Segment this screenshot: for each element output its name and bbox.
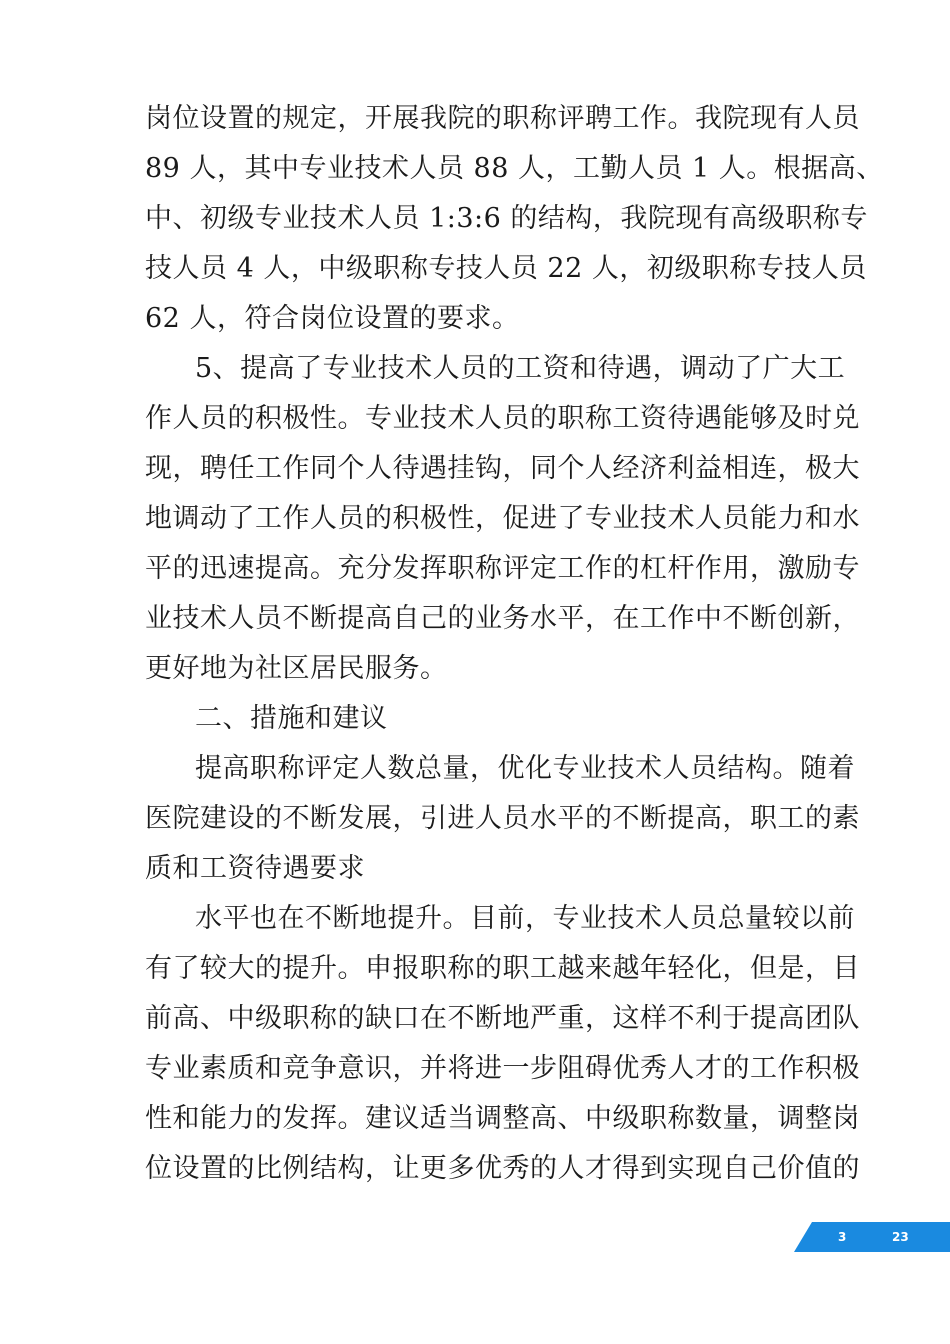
text-line: 作人员的积极性。专业技术人员的职称工资待遇能够及时兑 — [145, 403, 860, 434]
text-line: 62 人，符合岗位设置的要求。 — [145, 303, 520, 334]
page-bar-shape — [794, 1222, 950, 1252]
text-line: 中、初级专业技术人员 1:3:6 的结构，我院现有高级职称专 — [145, 203, 868, 234]
paragraph-start: 水平也在不断地提升。目前，专业技术人员总量较以前 — [195, 903, 855, 934]
page-number-bar — [794, 1222, 950, 1252]
document-body — [145, 94, 884, 1194]
text-line: 性和能力的发挥。建议适当调整高、中级职称数量，调整岗 — [145, 1103, 860, 1134]
paragraph-start: 提高职称评定人数总量，优化专业技术人员结构。随着 — [195, 753, 855, 784]
text-line: 前高、中级职称的缺口在不断地严重，这样不利于提高团队 — [145, 1003, 860, 1034]
text-line: 技人员 4 人，中级职称专技人员 22 人，初级职称专技人员 — [145, 253, 867, 284]
total-page-count: 23 — [892, 1230, 909, 1244]
text-line: 质和工资待遇要求 — [145, 853, 365, 884]
text-line: 位设置的比例结构，让更多优秀的人才得到实现自己价值的 — [145, 1153, 860, 1184]
text-line: 有了较大的提升。申报职称的职工越来越年轻化，但是，目 — [145, 953, 860, 984]
current-page-number: 3 — [838, 1230, 847, 1244]
text-line: 专业素质和竞争意识，并将进一步阻碍优秀人才的工作积极 — [145, 1053, 860, 1084]
text-line: 医院建设的不断发展，引进人员水平的不断提高，职工的素 — [145, 803, 860, 834]
text-line: 更好地为社区居民服务。 — [145, 653, 448, 684]
text-line: 业技术人员不断提高自己的业务水平，在工作中不断创新， — [145, 603, 860, 634]
paragraph-start: 5、提高了专业技术人员的工资和待遇，调动了广大工 — [195, 353, 846, 384]
section-heading: 二、措施和建议 — [195, 703, 388, 734]
text-line: 地调动了工作人员的积极性，促进了专业技术人员能力和水 — [145, 503, 860, 534]
text-line: 89 人，其中专业技术人员 88 人，工勤人员 1 人。根据高、 — [145, 153, 884, 184]
text-line: 现，聘任工作同个人待遇挂钩，同个人经济利益相连，极大 — [145, 453, 860, 484]
text-line: 平的迅速提高。充分发挥职称评定工作的杠杆作用，激励专 — [145, 553, 860, 584]
text-line: 岗位设置的规定，开展我院的职称评聘工作。我院现有人员 — [145, 103, 860, 134]
